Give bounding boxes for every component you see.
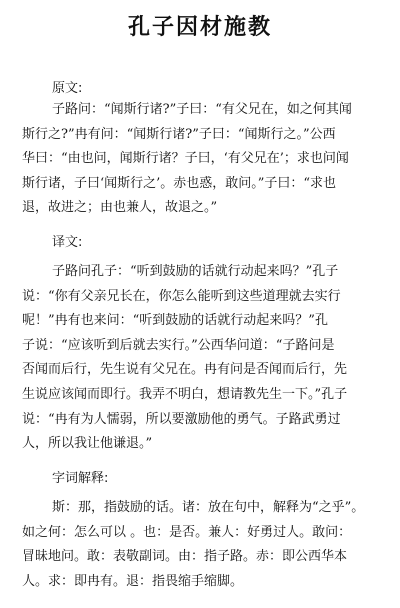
translation-heading: 译文: [52,235,83,250]
translation-line: 说：“你有父亲兄长在，你怎么能听到这些道理就去实行 [22,288,341,304]
translation-line: 人，所以我让他谦退。” [22,436,153,452]
original-line: 退，故进之；由也兼人，故退之。” [22,200,218,216]
translation-text [22,260,380,457]
original-line: 华曰：“由也问，闻斯行诸？子曰，‘有父兄在’；求也问闻 [22,151,349,167]
glossary-line: 冒昧地问。敢：表敬副词。由：指子路。赤：即公西华本 [22,549,348,565]
glossary-text [22,496,380,594]
glossary-line: 人。求：即冉有。退：指畏缩手缩脚。 [22,573,244,589]
original-line: 子路问：“闻斯行诸?”子曰：“有父兄在，如之何其闻 [52,102,352,117]
document-title: 孔子因材施教 [127,14,272,40]
translation-line: 呢！”冉有也来问：“听到鼓励的话就行动起来吗？”孔 [22,313,328,329]
translation-line: 子路问孔子：“听到鼓励的话就行动起来吗？”孔子 [52,264,339,279]
original-line: 斯行之?”冉有问：“闻斯行诸?”子曰：“闻斯行之。”公西 [22,126,336,142]
translation-line: 子说：“应该听到后就去实行。”公西华问道：“子路问是 [22,337,335,353]
translation-line: 否闻而后行，先生说有父兄在。冉有问是否闻而后行，先 [22,362,348,378]
translation-line: 生说应该闻而即行。我弄不明白，想请教先生一下。”孔子 [22,386,348,402]
glossary-heading: 字词解释: [52,471,109,486]
glossary-line: 斯：那，指鼓励的话。诸：放在句中，解释为“之乎”。 [52,500,365,515]
original-text [22,98,380,221]
glossary-line: 如之何：怎么可以 。也：是否。兼人：好勇过人。敢问： [22,524,352,540]
translation-line: 说：“冉有为人懦弱，所以要激励他的勇气。子路武勇过 [22,411,341,427]
original-line: 斯行诸，子曰‘闻斯行之’。赤也惑，敢问。”子曰：“求也 [22,175,337,191]
original-heading: 原文: [52,81,83,96]
